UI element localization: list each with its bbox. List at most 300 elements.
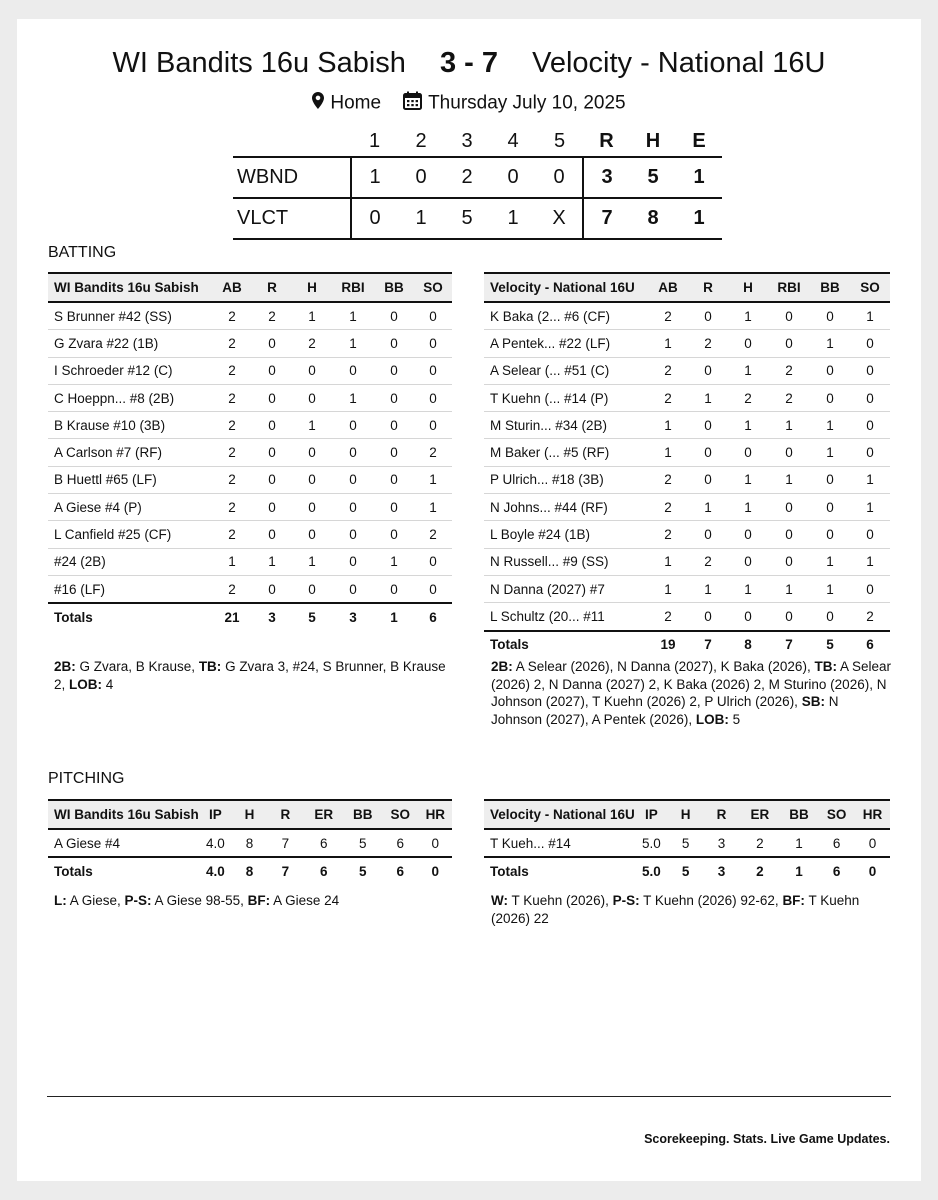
stat-cell: 2 bbox=[228, 417, 236, 433]
inning-score: 2 bbox=[461, 166, 473, 188]
note-text: G Zvara 3, #24, S Brunner, B Krause 2, bbox=[54, 659, 446, 692]
stat-cell: 2 bbox=[866, 608, 874, 624]
stat-cell: 2 bbox=[664, 363, 672, 379]
pitching-section-title: PITCHING bbox=[48, 770, 125, 787]
stat-cell: 0 bbox=[429, 363, 437, 379]
note-text: 5 bbox=[728, 711, 741, 727]
note-label: TB: bbox=[198, 659, 222, 674]
stat-cell: 0 bbox=[866, 581, 874, 597]
column-header: H bbox=[244, 807, 255, 822]
stat-cell: 2 bbox=[429, 445, 437, 461]
stat-cell: 0 bbox=[390, 472, 398, 488]
player-name: A Carlson #7 (RF) bbox=[54, 445, 163, 461]
note-text: A Giese 24 bbox=[270, 893, 340, 908]
total-cell: 3 bbox=[717, 863, 726, 879]
stat-cell: 2 bbox=[228, 390, 236, 406]
stat-cell: 2 bbox=[744, 390, 752, 406]
game-title bbox=[17, 47, 921, 80]
column-header: BB bbox=[384, 280, 404, 295]
table-row bbox=[48, 466, 452, 493]
note-text: 4 bbox=[102, 676, 114, 692]
home-batting-rows bbox=[484, 302, 890, 658]
stat-cell: 0 bbox=[866, 527, 874, 543]
runs-header: R bbox=[599, 129, 614, 152]
home-pitching-notes bbox=[491, 892, 891, 927]
totals-row bbox=[484, 857, 890, 884]
total-cell: 5 bbox=[681, 863, 690, 879]
stat-cell: 1 bbox=[744, 417, 752, 433]
player-name: K Baka (2... #6 (CF) bbox=[490, 308, 611, 324]
stat-cell: 0 bbox=[268, 527, 276, 543]
table-row bbox=[484, 357, 890, 384]
inning-header: 3 bbox=[461, 129, 473, 152]
stat-cell: 0 bbox=[785, 308, 793, 324]
stat-cell: 0 bbox=[390, 527, 398, 543]
stat-cell: 2 bbox=[429, 527, 437, 543]
column-header: HR bbox=[425, 807, 446, 822]
table-row bbox=[48, 302, 452, 330]
stat-cell: 1 bbox=[308, 308, 316, 324]
stat-cell: 2 bbox=[228, 335, 236, 351]
total-cell: 21 bbox=[224, 609, 240, 625]
stat-cell: 0 bbox=[349, 554, 357, 570]
note-label: TB: bbox=[814, 659, 837, 674]
stat-cell: 2 bbox=[664, 308, 672, 324]
total-cell: 5 bbox=[826, 637, 834, 653]
stat-cell: 0 bbox=[744, 554, 752, 570]
stat-cell: 0 bbox=[826, 608, 834, 624]
table-row bbox=[48, 412, 452, 439]
stat-cell: 2 bbox=[228, 445, 236, 461]
table-row bbox=[484, 829, 890, 857]
note-text: T Kuehn (2026) 22 bbox=[491, 893, 860, 926]
stat-cell: 0 bbox=[268, 390, 276, 406]
column-header: H bbox=[680, 807, 691, 822]
away-pitching-table bbox=[48, 799, 452, 885]
stat-cell: 0 bbox=[390, 499, 398, 515]
stat-cell: 2 bbox=[268, 308, 276, 324]
stat-cell: 0 bbox=[866, 363, 874, 379]
stat-cell: 1 bbox=[349, 335, 357, 351]
stat-cell: 6 bbox=[396, 835, 405, 851]
stat-cell: 0 bbox=[866, 417, 874, 433]
away-batting-rows bbox=[48, 302, 452, 631]
stat-cell: 0 bbox=[390, 390, 398, 406]
totals-row bbox=[48, 603, 452, 630]
table-row bbox=[484, 412, 890, 439]
player-name: M Sturin... #34 (2B) bbox=[490, 417, 608, 433]
linescore-row bbox=[233, 198, 722, 239]
stat-cell: 2 bbox=[228, 499, 236, 515]
note-text: A Giese 98-55, bbox=[151, 893, 248, 908]
stat-cell: 0 bbox=[268, 581, 276, 597]
stat-cell: 0 bbox=[308, 581, 316, 597]
inning-score: 0 bbox=[415, 166, 427, 188]
stat-cell: 0 bbox=[866, 390, 874, 406]
player-name: B Krause #10 (3B) bbox=[54, 417, 166, 433]
stat-cell: 0 bbox=[866, 335, 874, 351]
stat-cell: 2 bbox=[664, 472, 672, 488]
stat-cell: 0 bbox=[704, 363, 712, 379]
total-cell: 0 bbox=[868, 863, 877, 879]
column-header: H bbox=[743, 280, 753, 295]
inning-header: 5 bbox=[553, 129, 566, 152]
note-label: W: bbox=[491, 893, 508, 908]
runs-total: 3 bbox=[583, 157, 630, 198]
stat-cell: 1 bbox=[664, 581, 672, 597]
stat-cell: 0 bbox=[826, 527, 834, 543]
stat-cell: 1 bbox=[744, 363, 752, 379]
stat-cell: 1 bbox=[866, 308, 874, 324]
stat-cell: 1 bbox=[704, 499, 712, 515]
stat-cell: 1 bbox=[268, 554, 276, 570]
stat-cell: 2 bbox=[664, 527, 672, 543]
table-row bbox=[484, 302, 890, 330]
linescore-row bbox=[233, 157, 722, 198]
note-text: G Zvara, B Krause, bbox=[75, 659, 199, 674]
note-text: A Selear (2026) 2, N Danna (2027) 2, K Baka (2026) 2, M Sturino (2026), N Johnson (2027), T Kuehn (2026) 2, P Ulrich (2026), bbox=[491, 659, 891, 709]
stat-cell: 2 bbox=[308, 335, 316, 351]
batting-section-title: BATTING bbox=[48, 244, 117, 261]
note-text: A Giese, bbox=[66, 893, 125, 908]
inning-header: 2 bbox=[415, 129, 427, 152]
hits-total: 5 bbox=[647, 166, 659, 188]
errors-total: 1 bbox=[693, 166, 705, 188]
stat-cell: 0 bbox=[308, 390, 316, 406]
total-cell: 1 bbox=[795, 863, 803, 879]
team-abbrev: WBND bbox=[237, 166, 299, 188]
note-text: A Selear (2026), N Danna (2027), K Baka (2026), bbox=[512, 659, 815, 674]
home-batting-notes bbox=[491, 658, 891, 728]
stat-cell: 0 bbox=[349, 581, 357, 597]
inning-score: 0 bbox=[351, 198, 398, 239]
stat-cell: 0 bbox=[390, 308, 398, 324]
footer-tagline: Scorekeeping. Stats. Live Game Updates. bbox=[644, 1132, 890, 1146]
stat-cell: 2 bbox=[228, 308, 236, 324]
stat-cell: 0 bbox=[785, 499, 793, 515]
total-cell: 7 bbox=[704, 637, 712, 653]
table-row bbox=[48, 521, 452, 548]
column-header: SO bbox=[423, 280, 443, 295]
stat-cell: 1 bbox=[308, 554, 316, 570]
stat-cell: 0 bbox=[349, 445, 357, 461]
stat-cell: 0 bbox=[308, 499, 316, 515]
stat-cell: 0 bbox=[349, 499, 357, 515]
stat-cell: 0 bbox=[429, 417, 437, 433]
player-name: L Schultz (20... #11 bbox=[490, 608, 605, 624]
linescore-table bbox=[233, 126, 722, 240]
stat-cell: 0 bbox=[429, 554, 437, 570]
stat-cell: 1 bbox=[795, 835, 803, 851]
player-name: S Brunner #42 (SS) bbox=[54, 308, 172, 324]
stat-cell: 1 bbox=[826, 417, 834, 433]
stat-cell: 0 bbox=[785, 527, 793, 543]
note-label: 2B: bbox=[491, 659, 513, 674]
stat-cell: 1 bbox=[866, 472, 874, 488]
away-pitching-rows bbox=[48, 829, 452, 885]
column-header: AB bbox=[658, 280, 678, 295]
stat-cell: 0 bbox=[308, 472, 316, 488]
table-row bbox=[484, 466, 890, 493]
column-header: BB bbox=[820, 280, 840, 295]
stat-cell: 1 bbox=[429, 499, 437, 515]
total-cell: 6 bbox=[866, 637, 874, 653]
stat-cell: 2 bbox=[704, 335, 712, 351]
total-cell: 0 bbox=[431, 863, 440, 879]
player-name: L Boyle #24 (1B) bbox=[490, 527, 591, 543]
player-name: L Canfield #25 (CF) bbox=[54, 527, 172, 543]
stat-cell: 2 bbox=[785, 363, 793, 379]
note-label: LOB: bbox=[695, 711, 729, 727]
column-header: SO bbox=[390, 807, 411, 822]
player-name: M Baker (... #5 (RF) bbox=[490, 445, 610, 461]
stat-cell: 0 bbox=[785, 608, 793, 624]
player-name: N Johns... #44 (RF) bbox=[490, 499, 608, 515]
stat-cell: 1 bbox=[785, 581, 793, 597]
column-header: RBI bbox=[341, 280, 365, 295]
table-row bbox=[48, 548, 452, 575]
column-header: R bbox=[280, 807, 291, 822]
hits-total: 8 bbox=[647, 207, 659, 229]
total-cell: 19 bbox=[660, 637, 676, 653]
total-cell: 8 bbox=[744, 637, 752, 653]
stat-cell: 0 bbox=[349, 472, 357, 488]
stat-cell: 1 bbox=[744, 308, 752, 324]
stat-cell: 0 bbox=[429, 581, 437, 597]
stat-cell: 1 bbox=[664, 554, 672, 570]
stat-cell: 0 bbox=[349, 527, 357, 543]
note-label: 2B: bbox=[54, 659, 76, 674]
note-label: BF: bbox=[247, 893, 271, 908]
stat-cell: 0 bbox=[268, 363, 276, 379]
total-cell: 5 bbox=[308, 609, 316, 625]
stat-cell: 0 bbox=[826, 472, 834, 488]
table-row bbox=[484, 548, 890, 575]
total-cell: 5.0 bbox=[642, 863, 661, 879]
stat-cell: 6 bbox=[832, 835, 841, 851]
totals-label: Totals bbox=[490, 637, 529, 653]
stat-cell: 0 bbox=[390, 363, 398, 379]
stat-cell: 2 bbox=[228, 363, 236, 379]
stat-cell: 5.0 bbox=[642, 835, 661, 851]
stat-cell: 7 bbox=[281, 835, 290, 851]
away-batting-table bbox=[48, 272, 452, 631]
stat-cell: 0 bbox=[349, 363, 357, 379]
stat-cell: 0 bbox=[268, 472, 276, 488]
note-label: SB: bbox=[801, 694, 825, 709]
column-header: IP bbox=[208, 807, 222, 822]
column-header: R bbox=[267, 280, 277, 295]
stat-cell: 1 bbox=[866, 554, 874, 570]
total-cell: 6 bbox=[319, 863, 328, 879]
column-header: H bbox=[307, 280, 317, 295]
stat-cell: 0 bbox=[308, 363, 316, 379]
stat-cell: 0 bbox=[268, 499, 276, 515]
away-team-name: WI Bandits 16u Sabish bbox=[112, 47, 406, 79]
stat-cell: 1 bbox=[744, 499, 752, 515]
player-name: #24 (2B) bbox=[54, 554, 106, 570]
stat-cell: 1 bbox=[664, 335, 672, 351]
stat-cell: 0 bbox=[704, 308, 712, 324]
stat-cell: 2 bbox=[228, 472, 236, 488]
column-header: AB bbox=[222, 280, 242, 295]
table-row bbox=[484, 521, 890, 548]
stat-cell: 2 bbox=[228, 581, 236, 597]
stat-cell: 0 bbox=[268, 335, 276, 351]
table-row bbox=[484, 603, 890, 631]
stat-cell: 8 bbox=[245, 835, 254, 851]
stat-cell: 1 bbox=[826, 581, 834, 597]
stat-cell: 0 bbox=[826, 499, 834, 515]
note-text: N Johnson (2027), A Pentek (2026), bbox=[491, 694, 839, 727]
stat-cell: 0 bbox=[390, 417, 398, 433]
totals-row bbox=[48, 857, 452, 884]
total-cell: 7 bbox=[785, 637, 793, 653]
game-info bbox=[17, 91, 921, 116]
note-label: L: bbox=[54, 893, 67, 908]
stat-cell: 0 bbox=[390, 581, 398, 597]
stat-cell: 0 bbox=[744, 335, 752, 351]
scorecard-page bbox=[17, 19, 921, 1181]
stat-cell: 0 bbox=[390, 445, 398, 461]
inning-score: 1 bbox=[415, 207, 427, 229]
table-row bbox=[484, 384, 890, 411]
stat-cell: 0 bbox=[826, 363, 834, 379]
stat-cell: 0 bbox=[826, 390, 834, 406]
runs-total: 7 bbox=[583, 198, 630, 239]
stat-cell: 0 bbox=[866, 445, 874, 461]
inning-score: 1 bbox=[507, 207, 519, 229]
totals-label: Totals bbox=[490, 863, 529, 879]
stat-cell: 0 bbox=[744, 527, 752, 543]
footer-divider bbox=[47, 1096, 891, 1097]
table-row bbox=[484, 575, 890, 602]
home-team-name: Velocity - National 16U bbox=[532, 47, 826, 79]
away-batting-notes bbox=[54, 658, 454, 693]
stat-cell: 2 bbox=[664, 390, 672, 406]
note-text: T Kuehn (2026) 92-62, bbox=[639, 893, 783, 908]
player-name: T Kuehn (... #14 (P) bbox=[490, 390, 609, 406]
away-pitching-notes bbox=[54, 892, 454, 910]
stat-cell: 0 bbox=[785, 554, 793, 570]
stat-cell: 2 bbox=[664, 499, 672, 515]
stat-cell: 0 bbox=[704, 527, 712, 543]
hits-header: H bbox=[645, 129, 661, 152]
total-cell: 2 bbox=[756, 863, 764, 879]
player-name: C Hoeppn... #8 (2B) bbox=[54, 390, 175, 406]
stat-cell: 5 bbox=[681, 835, 690, 851]
inning-header: 4 bbox=[507, 129, 519, 152]
table-row bbox=[48, 357, 452, 384]
stat-cell: 1 bbox=[349, 390, 357, 406]
inning-score: 5 bbox=[461, 207, 473, 229]
stat-cell: 2 bbox=[228, 527, 236, 543]
location-label: Home bbox=[330, 92, 382, 114]
table-row bbox=[484, 439, 890, 466]
team-header: Velocity - National 16U bbox=[490, 807, 635, 822]
stat-cell: 1 bbox=[308, 417, 316, 433]
totals-label: Totals bbox=[54, 609, 93, 625]
player-name: T Kueh... #14 bbox=[490, 835, 571, 851]
stat-cell: 0 bbox=[704, 608, 712, 624]
player-name: A Pentek... #22 (LF) bbox=[490, 335, 611, 351]
inning-score: 1 bbox=[351, 157, 398, 198]
inning-header: 1 bbox=[368, 129, 381, 152]
totals-row bbox=[484, 631, 890, 658]
inning-score: 0 bbox=[553, 166, 565, 188]
player-name: N Danna (2027) #7 bbox=[490, 581, 605, 597]
stat-cell: 1 bbox=[826, 554, 834, 570]
player-name: A Giese #4 (P) bbox=[54, 499, 142, 515]
column-header: RBI bbox=[777, 280, 801, 295]
stat-cell: 1 bbox=[390, 554, 398, 570]
table-row bbox=[48, 384, 452, 411]
team-header: WI Bandits 16u Sabish bbox=[54, 280, 199, 295]
stat-cell: 0 bbox=[868, 835, 877, 851]
table-row bbox=[48, 439, 452, 466]
table-row bbox=[484, 330, 890, 357]
stat-cell: 1 bbox=[664, 417, 672, 433]
inning-score: 0 bbox=[507, 166, 519, 188]
column-header: SO bbox=[860, 280, 880, 295]
note-text: T Kuehn (2026), bbox=[508, 893, 613, 908]
stat-cell: 2 bbox=[785, 390, 793, 406]
column-header: HR bbox=[862, 807, 883, 822]
player-name: A Giese #4 bbox=[54, 835, 121, 851]
stat-cell: 1 bbox=[826, 335, 834, 351]
stat-cell: 0 bbox=[704, 445, 712, 461]
calendar-icon bbox=[403, 91, 422, 116]
errors-header: E bbox=[692, 129, 706, 152]
stat-cell: 0 bbox=[308, 527, 316, 543]
stat-cell: 1 bbox=[826, 445, 834, 461]
player-name: P Ulrich... #18 (3B) bbox=[490, 472, 604, 488]
column-header: SO bbox=[826, 807, 847, 822]
table-row bbox=[48, 330, 452, 357]
stat-cell: 1 bbox=[664, 445, 672, 461]
total-cell: 3 bbox=[268, 609, 276, 625]
stat-cell: 0 bbox=[268, 417, 276, 433]
note-label: P-S: bbox=[124, 893, 152, 908]
team-abbrev: VLCT bbox=[237, 207, 289, 229]
map-pin-icon bbox=[312, 92, 324, 115]
stat-cell: 0 bbox=[785, 445, 793, 461]
column-header: BB bbox=[789, 807, 809, 822]
total-cell: 5 bbox=[359, 863, 367, 879]
player-name: B Huettl #65 (LF) bbox=[54, 472, 157, 488]
column-header: R bbox=[703, 280, 713, 295]
stat-cell: 0 bbox=[744, 445, 752, 461]
total-cell: 6 bbox=[396, 863, 405, 879]
player-name: N Russell... #9 (SS) bbox=[490, 554, 609, 570]
stat-cell: 0 bbox=[431, 835, 440, 851]
stat-cell: 0 bbox=[268, 445, 276, 461]
stat-cell: 0 bbox=[390, 335, 398, 351]
column-header: BB bbox=[353, 807, 373, 822]
home-pitching-rows bbox=[484, 829, 890, 885]
stat-cell: 0 bbox=[785, 335, 793, 351]
table-row bbox=[48, 575, 452, 603]
column-header: R bbox=[716, 807, 727, 822]
stat-cell: 0 bbox=[744, 608, 752, 624]
stat-cell: 0 bbox=[429, 308, 437, 324]
player-name: I Schroeder #12 (C) bbox=[54, 363, 173, 379]
totals-label: Totals bbox=[54, 863, 93, 879]
stat-cell: 1 bbox=[349, 308, 357, 324]
inning-score: X bbox=[552, 207, 566, 229]
total-cell: 6 bbox=[832, 863, 841, 879]
stat-cell: 1 bbox=[744, 581, 752, 597]
